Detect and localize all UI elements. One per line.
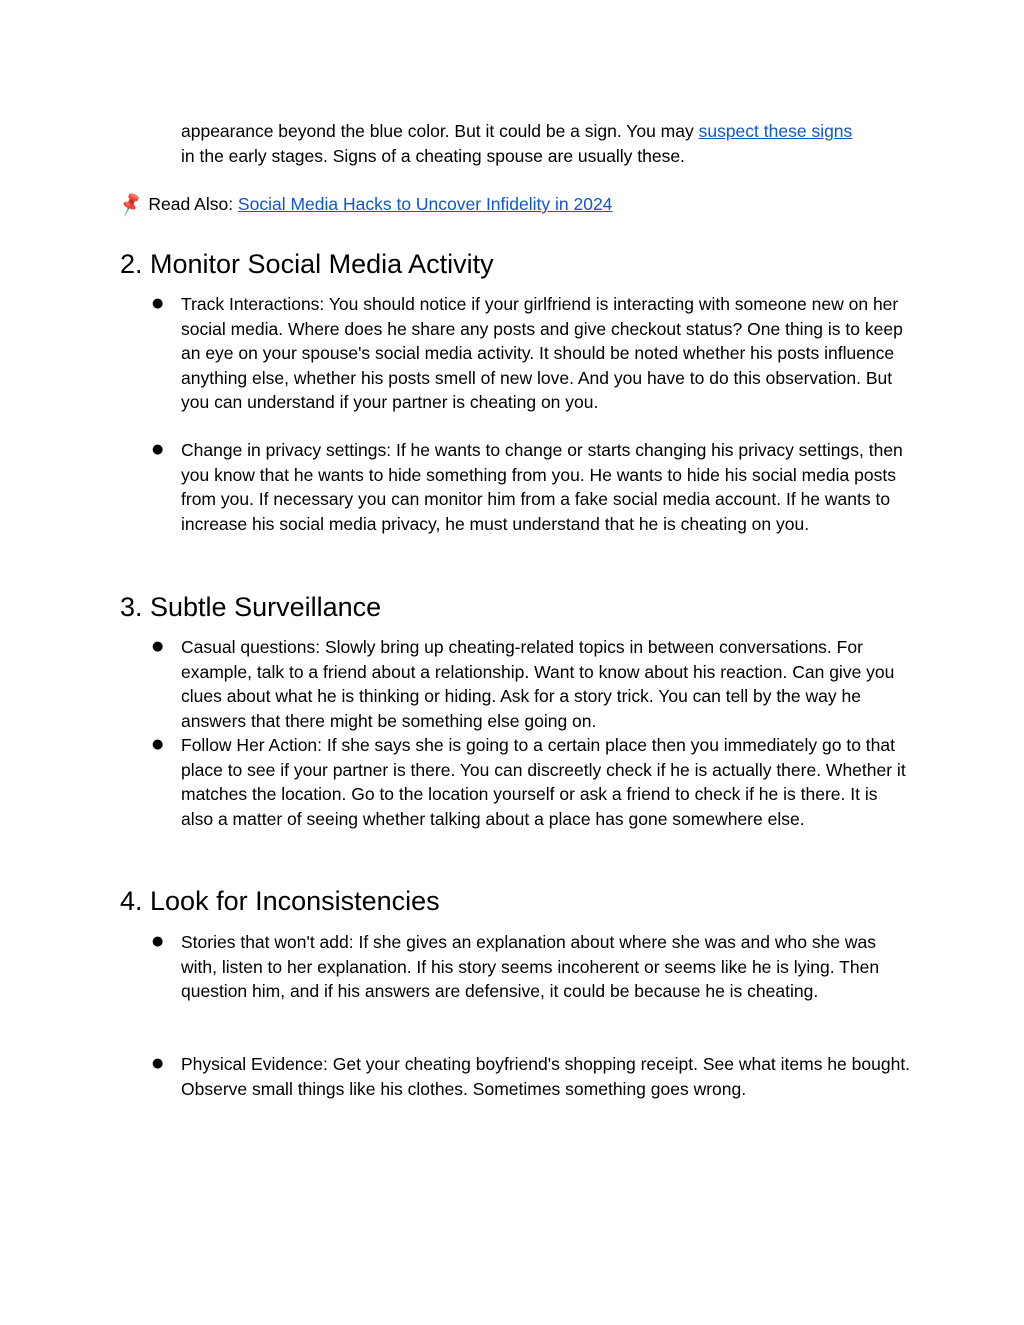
list-item-stories: Stories that won't add: If she gives an explanation about where she was and who she was with, listen to her explanation. If his story seems incoherent or seems like he is lying. Then question him, and if his answers are defensive, it could be because he is cheating. — [181, 932, 880, 1001]
read-also-link[interactable]: Social Media Hacks to Uncover Infidelity in 2024 — [237, 194, 613, 214]
pushpin-icon: 📌 — [116, 190, 146, 219]
read-also — [116, 190, 613, 219]
bullet-icon: ● — [152, 737, 164, 752]
intro-paragraph — [181, 119, 921, 168]
section-heading-inconsistencies: 4. Look for Inconsistencies — [120, 886, 440, 916]
list-item-casual-questions: Casual questions: Slowly bring up cheating-related topics in between conversations. For example, talk to a friend about a relationship. Want to know about his reaction. Can give you clues about what he is thinking or hiding. Ask for a story trick. You can tell by the way he answers that there might be something else going on. — [181, 637, 895, 731]
bullet-icon: ● — [152, 442, 164, 457]
bullet-icon: ● — [152, 934, 164, 949]
list-item-track-interactions: Track Interactions: You should notice if your girlfriend is interacting with someone new on her social media. Where does he share any posts and give checkout status? One thing is to keep an eye on your spouse's social media activity. It should be noted whether his posts influence anything else, whether his posts smell of new love. And you have to do this observation. But you can understand if your partner is cheating on you. — [181, 294, 903, 412]
list-item-privacy-settings: Change in privacy settings: If he wants to change or starts changing his privacy settings, then you know that he wants to hide something from you. He wants to hide his social media posts from you. If necessary you can monitor him from a fake social media account. If he wants to increase his social media privacy, he must understand that he is cheating on you. — [181, 440, 903, 534]
bullet-icon: ● — [152, 1056, 164, 1071]
bullet-icon: ● — [152, 296, 164, 311]
section-heading-monitor-social-media: 2. Monitor Social Media Activity — [120, 249, 494, 279]
list-item-follow-her-action: Follow Her Action: If she says she is going to a certain place then you immediately go to that place to see if your partner is there. You can discreetly check if he is actually there. Whether it matches the location. Go to the location yourself or ask a friend to check if he is there. It is also a matter of seeing whether talking about a place has gone somewhere else. — [181, 735, 906, 829]
intro-text-line1: appearance beyond the blue color. But it could be a sign. You may — [181, 121, 699, 141]
list-item-physical-evidence: Physical Evidence: Get your cheating boyfriend's shopping receipt. See what items he bought. Observe small things like his clothes. Sometimes something goes wrong. — [181, 1054, 911, 1099]
intro-text-line2: in the early stages. Signs of a cheating spouse are usually these. — [181, 145, 685, 166]
bullet-icon: ● — [152, 639, 164, 654]
suspect-signs-link[interactable]: suspect these signs — [698, 121, 853, 141]
read-also-label: Read Also: — [148, 194, 238, 214]
section-heading-subtle-surveillance: 3. Subtle Surveillance — [120, 592, 382, 622]
